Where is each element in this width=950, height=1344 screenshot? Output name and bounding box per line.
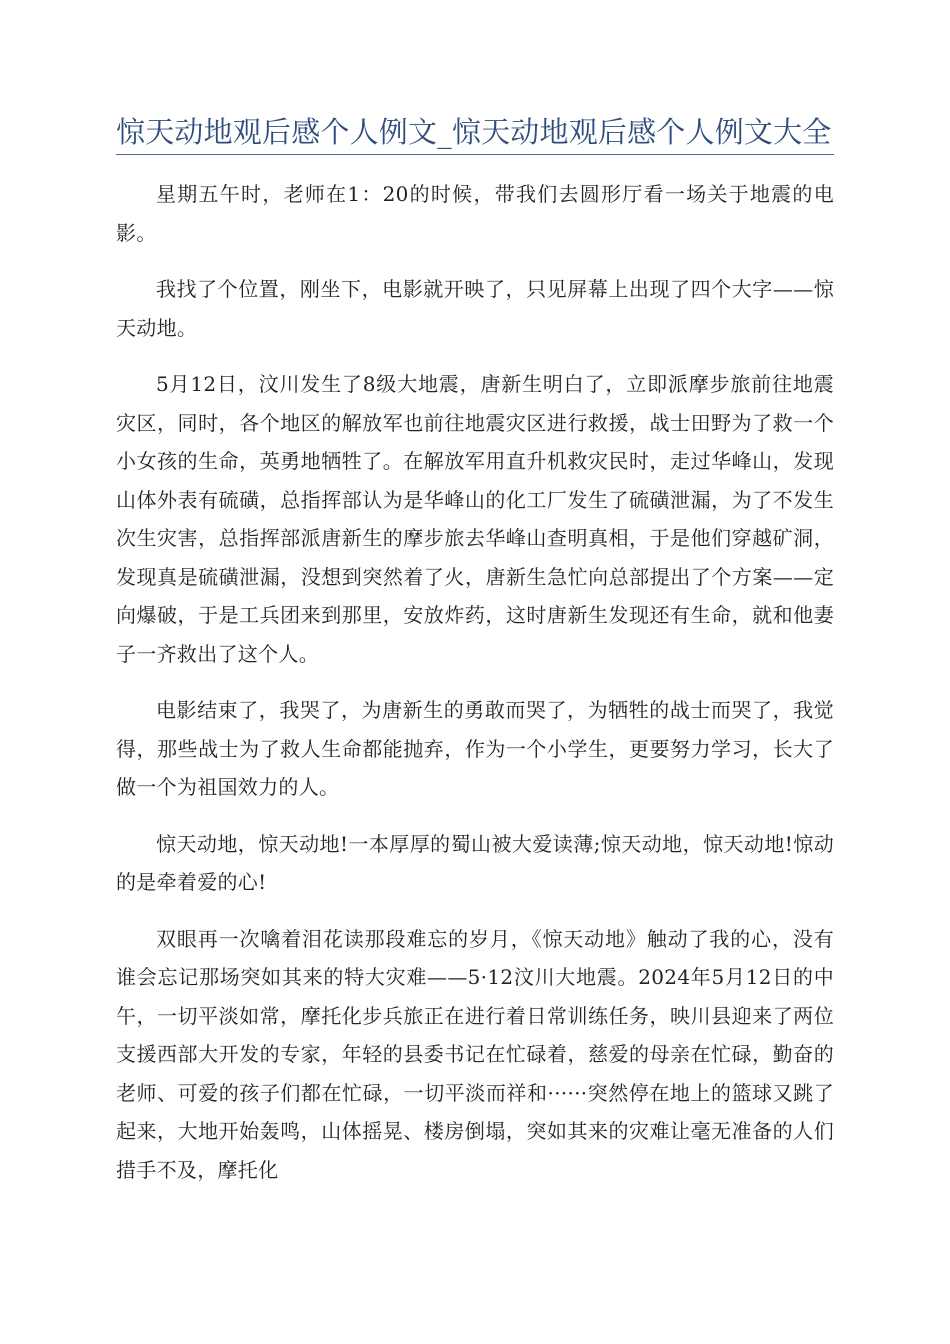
paragraph-5: 惊天动地，惊天动地!一本厚厚的蜀山被大爱读薄;惊天动地，惊天动地!惊动的是牵着爱的心! <box>116 831 834 894</box>
paragraph-2: 我找了个位置，刚坐下，电影就开映了，只见屏幕上出现了四个大字——惊天动地。 <box>116 277 834 340</box>
paragraph-4: 电影结束了，我哭了，为唐新生的勇敢而哭了，为牺牲的战士而哭了，我觉得，那些战士为了救人生命都能抛弃，作为一个小学生，更要努力学习，长大了做一个为祖国效力的人。 <box>116 698 834 799</box>
page-title: 惊天动地观后感个人例文_惊天动地观后感个人例文大全 <box>116 115 832 149</box>
paragraph-3: 5月12日，汶川发生了8级大地震，唐新生明白了，立即派摩步旅前往地震灾区，同时，各个地区的解放军也前往地震灾区进行救援，战士田野为了救一个小女孩的生命，英勇地牺牲了。在解放军用直升机救灾民时，走过华峰山，发现山体外表有硫磺，总指挥部认为是华峰山的化工厂发生了硫磺泄漏，为了不发生次生灾害，总指挥部派唐新生的摩步旅去华峰山查明真相，于是他们穿越矿洞，发现真是硫磺泄漏，没想到突然着了火，唐新生急忙向总部提出了个方案——定向爆破，于是工兵团来到那里，安放炸药，这时唐新生发现还有生命，就和他妻子一齐救出了这个人。 <box>116 372 834 666</box>
document-body <box>116 175 834 1207</box>
title-block <box>116 112 834 155</box>
paragraph-1: 星期五午时，老师在1：20的时候，带我们去圆形厅看一场关于地震的电影。 <box>116 182 834 245</box>
paragraph-6: 双眼再一次噙着泪花读那段难忘的岁月，《惊天动地》触动了我的心，没有谁会忘记那场突如其来的特大灾难——5·12汶川大地震。2024年5月12日的中午，一切平淡如常，摩托化步兵旅正在进行着日常训练任务，映川县迎来了两位支援西部大开发的专家，年轻的县委书记在忙碌着，慈爱的母亲在忙碌，勤奋的老师、可爱的孩子们都在忙碌，一切平淡而祥和······突然停在地上的篮球又跳了起来，大地开始轰鸣，山体摇晃、楼房倒塌，突如其来的灾难让毫无准备的人们措手不及，摩托化 <box>116 926 834 1182</box>
